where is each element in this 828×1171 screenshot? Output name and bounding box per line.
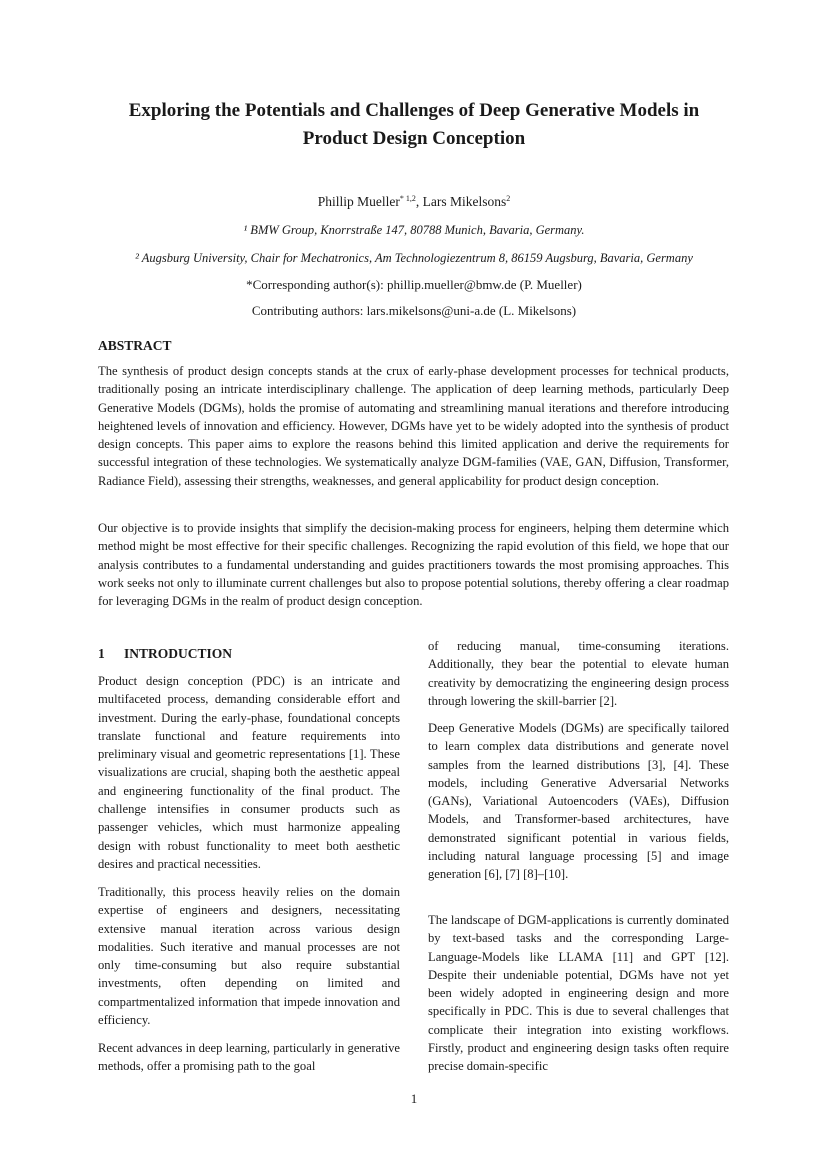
section-number: 1 [98,646,105,661]
author-2-sup: 2 [506,194,511,203]
abstract-heading: ABSTRACT [98,338,172,353]
author-1: Phillip Mueller [317,194,400,209]
intro-paragraph-3: Recent advances in deep learning, particularly in generative methods, offer a promising path to the goal [98,1041,400,1074]
title-line-1: Exploring the Potentials and Challenges of Deep Generative Models in [128,100,700,121]
affiliation-1: ¹ BMW Group, Knorrstraße 147, 80788 Munich, Bavaria, Germany. [243,223,585,237]
page-number: 1 [410,1091,418,1106]
section-heading [98,646,232,662]
author-line [40,193,788,211]
intro-paragraph-2: Traditionally, this process heavily relies on the domain expertise of engineers and designers, necessitating extensive manual iteration across various design modalities. Such iterative and manual processes are not only time-consuming but also require substantial investments, often depending on limited and compartmentalized information that impede innovation and efficiency. [98,885,400,1028]
intro-paragraph-right-1: of reducing manual, time-consuming iterations. Additionally, they bear the potential to elevate human creativity by democratizing the engineering design process through lowering the skill-barrier [2]. [428,639,729,708]
abstract-paragraph-1: The synthesis of product design concepts stands at the crux of early-phase development processes for technical products, traditionally posing an intricate interdisciplinary challenge. The application of deep learning methods, particularly Deep Generative Models (DGMs), holds the promise of automating and streamlining manual iterations and therefore introducing heightened levels of innovation and efficiency. However, DGMs have yet to be widely adopted into the synthesis of product design concepts. This paper aims to explore the reasons behind this limited application and derive the requirements for successful integration of these technologies. We systematically analyze DGM-families (VAE, GAN, Diffusion, Transformer, Radiance Field), assessing their strengths, weaknesses, and general applicability for product design conception. [98,364,729,488]
author-1-sup: * 1,2 [399,194,416,203]
paper-title [60,97,768,153]
author-separator: , [415,194,423,209]
intro-paragraph-right-3: The landscape of DGM-applications is currently dominated by text-based tasks and the corresponding Large-Language-Models like LLAMA [11] and GPT [12]. Despite their undeniable potential, DGMs have not yet been widely adopted in engineering design and more specifically in PDC. This is due to several challenges that complicate their integration into existing workflows. Firstly, product and engineering design tasks often require precise domain-specific [428,913,729,1074]
title-line-2: Product Design Conception [302,128,526,149]
corresponding-author: *Corresponding author(s): phillip.mueller@bmw.de (P. Mueller) [246,277,582,292]
section-title: INTRODUCTION [124,646,233,661]
author-2: Lars Mikelsons [422,194,507,209]
intro-paragraph-right-2: Deep Generative Models (DGMs) are specifically tailored to learn complex data distributions and generate novel samples from the learned distributions [3], [4]. These models, including Generative Adversarial Networks (GANs), Variational Autoencoders (VAEs), Diffusion Models, and Transformer-based architectures, have demonstrated significant potential in various fields, including natural language processing [5] and image generation [6], [7] [8]–[10]. [428,721,729,882]
abstract-paragraph-2: Our objective is to provide insights that simplify the decision-making process for engineers, helping them determine which method might be most effective for their specific challenges. Recognizing the rapid evolution of this field, we hope that our analysis contributes to a fundamental understanding and guides practitioners towards the most promising approaches. This work seeks not only to illuminate current challenges but also to propose potential solutions, thereby offering a clear roadmap for leveraging DGMs in the realm of product design conception. [98,521,729,609]
affiliation-2: ² Augsburg University, Chair for Mechatronics, Am Technologiezentrum 8, 86159 Augsburg, Bavaria, Germany [135,251,693,265]
intro-paragraph-1: Product design conception (PDC) is an intricate and multifaceted process, demanding considerable effort and investment. During the early-phase, foundational concepts translate functional and feature requirements into preliminary visual and geometric representations [1]. These visualizations are crucial, shaping both the aesthetic appeal and engineering functionality of the final product. The challenge intensifies in consumer products such as passenger vehicles, which must harmonize appealing design with robust functionality to meet both aesthetic desires and practical necessities. [98,674,400,871]
contributing-authors: Contributing authors: lars.mikelsons@uni-a.de (L. Mikelsons) [251,303,577,318]
